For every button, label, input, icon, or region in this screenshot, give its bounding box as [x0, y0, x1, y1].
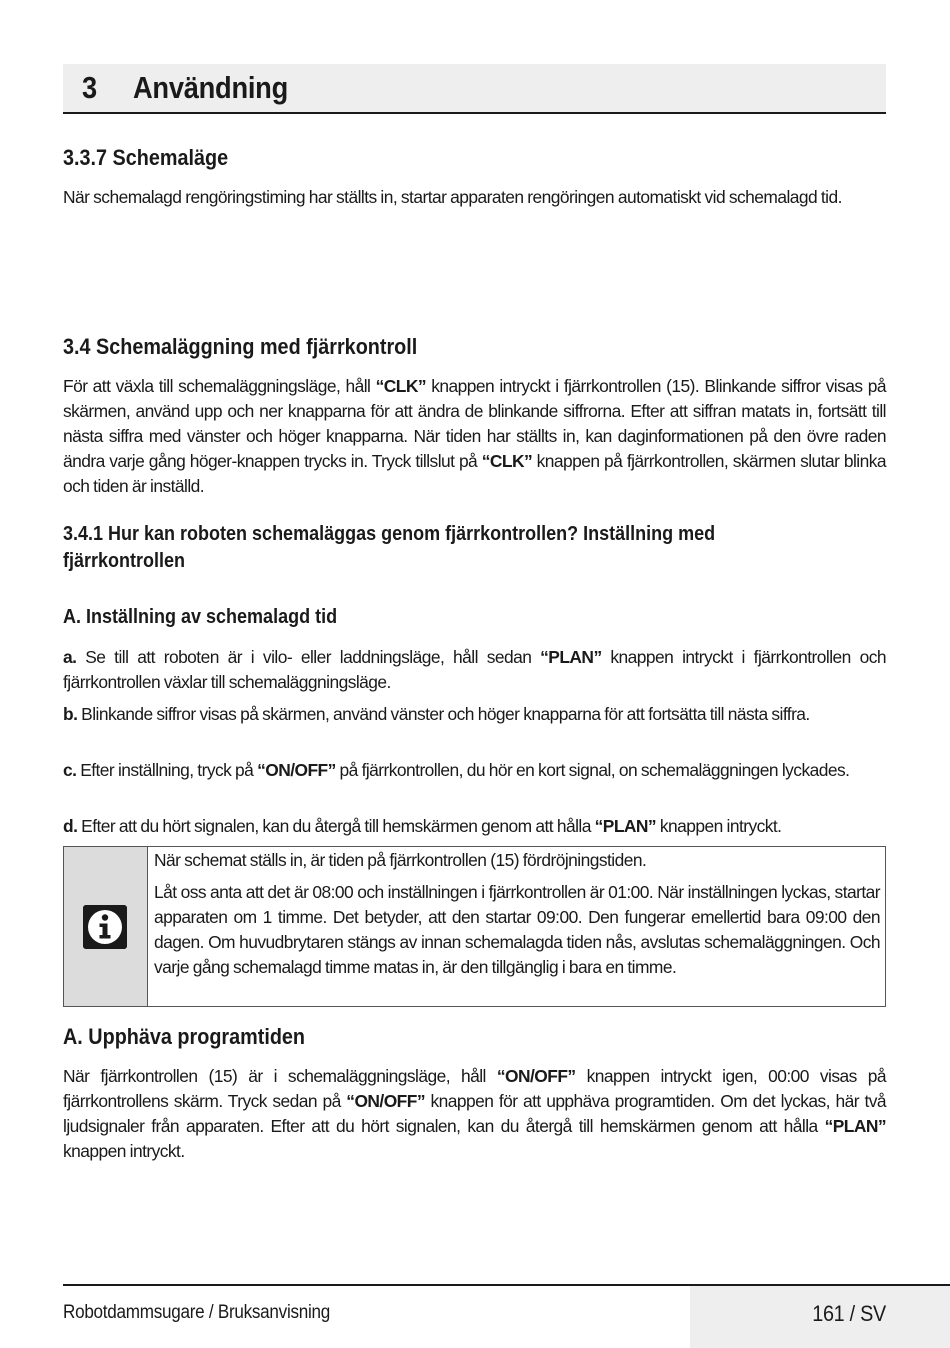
section-3-4-text: För att växla till schemaläggningsläge, håll “CLK” knappen intryckt i fjärrkontrollen (15). Blinkande siffror visas på skärmen, använd upp och ner knapparna för att ändra de blinkande siffrorna. Efter att siffran matats in, fortsätt till nästa siffra med vänster och höger knapparna. När tiden har ställts in, kan daginformationen på den övre raden ändra varje gång höger-knappen trycks in. Tryck tillslut på “CLK” knappen på fjärrkontrollen, skärmen slutar blinka och tiden är inställd.: [63, 376, 887, 496]
chapter-number: 3: [82, 70, 97, 105]
onoff-key-label: “ON/OFF”: [496, 1066, 576, 1086]
heading-installning-tid: A. Inställning av schemalagd tid: [63, 606, 338, 628]
upphava-text: När fjärrkontrollen (15) är i schemaläggningsläge, håll “ON/OFF” knappen intryckt igen, 00:00 visas på fjärrkontrollens skärm. Tryck sedan på “ON/OFF” knappen för att upphäva programtiden. Om det lyckas, här två ljudsignaler från apparaten. Efter att du hört signalen, kan du återgå till hemskärmen genom att hålla “PLAN” knappen intryckt.: [63, 1066, 887, 1161]
section-heading-3-3-7: 3.3.7 Schemaläge: [63, 145, 229, 170]
page-number: 161 / SV: [812, 1301, 886, 1326]
step-b: b. Blinkande siffror visas på skärmen, använd vänster och höger knapparna för att fortsätta till nästa siffra.: [63, 704, 810, 724]
plan-key-label: “PLAN”: [594, 816, 657, 836]
onoff-key-label: “ON/OFF”: [346, 1091, 425, 1111]
note-paragraph-2: Låt oss anta att det är 08:00 och inställningen i fjärrkontrollen är 01:00. När inställningen lyckas, startar apparaten om 1 timme. Det betyder, att den startar 09:00. Den fungerar emellertid bara 09:00 den dagen. Om huvudbrytaren stängs av innan schemalagda tiden nås, avslutas schemaläggningen. Och varje gång schemalagd timme matas in, är den tillgänglig i bara en timme.: [154, 882, 880, 977]
info-note-box: [63, 846, 886, 1007]
note-text: [154, 848, 880, 980]
note-paragraph-1: När schemat ställs in, är tiden på fjärrkontrollen (15) fördröjningstiden.: [154, 850, 647, 870]
step-d: d. Efter att du hört signalen, kan du återgå till hemskärmen genom att hålla “PLAN” knappen intryckt.: [63, 816, 782, 836]
step-c: c. Efter inställning, tryck på “ON/OFF” på fjärrkontrollen, du hör en kort signal, on schemaläggningen lyckades.: [63, 760, 850, 780]
onoff-key-label: “ON/OFF”: [257, 760, 336, 780]
clk-key-label: “CLK”: [375, 376, 426, 396]
info-icon: [83, 905, 127, 949]
section-heading-3-4: 3.4 Schemaläggning med fjärrkontroll: [63, 334, 418, 359]
chapter-title: Användning: [133, 70, 288, 105]
section-3-3-7-text: När schemalagd rengöringstiming har ställts in, startar apparaten rengöringen automatiskt vid schemalagd tid.: [63, 187, 842, 207]
plan-key-label: “PLAN”: [540, 647, 602, 667]
clk-key-label: “CLK”: [481, 451, 533, 471]
footer-title: Robotdammsugare / Bruksanvisning: [63, 1302, 331, 1323]
heading-upphava: A. Upphäva programtiden: [63, 1024, 306, 1049]
step-a: a. Se till att roboten är i vilo- eller laddningsläge, håll sedan “PLAN” knappen intryckt i fjärrkontrollen och fjärrkontrollen växlar till schemaläggningsläge.: [63, 647, 886, 692]
chapter-header: [63, 64, 886, 114]
plan-key-label: “PLAN”: [824, 1116, 886, 1136]
section-heading-3-4-1: 3.4.1 Hur kan roboten schemaläggas genom fjärrkontrollen? Inställning med fjärrkontrollen: [63, 523, 716, 572]
note-icon-panel: [64, 847, 148, 1006]
